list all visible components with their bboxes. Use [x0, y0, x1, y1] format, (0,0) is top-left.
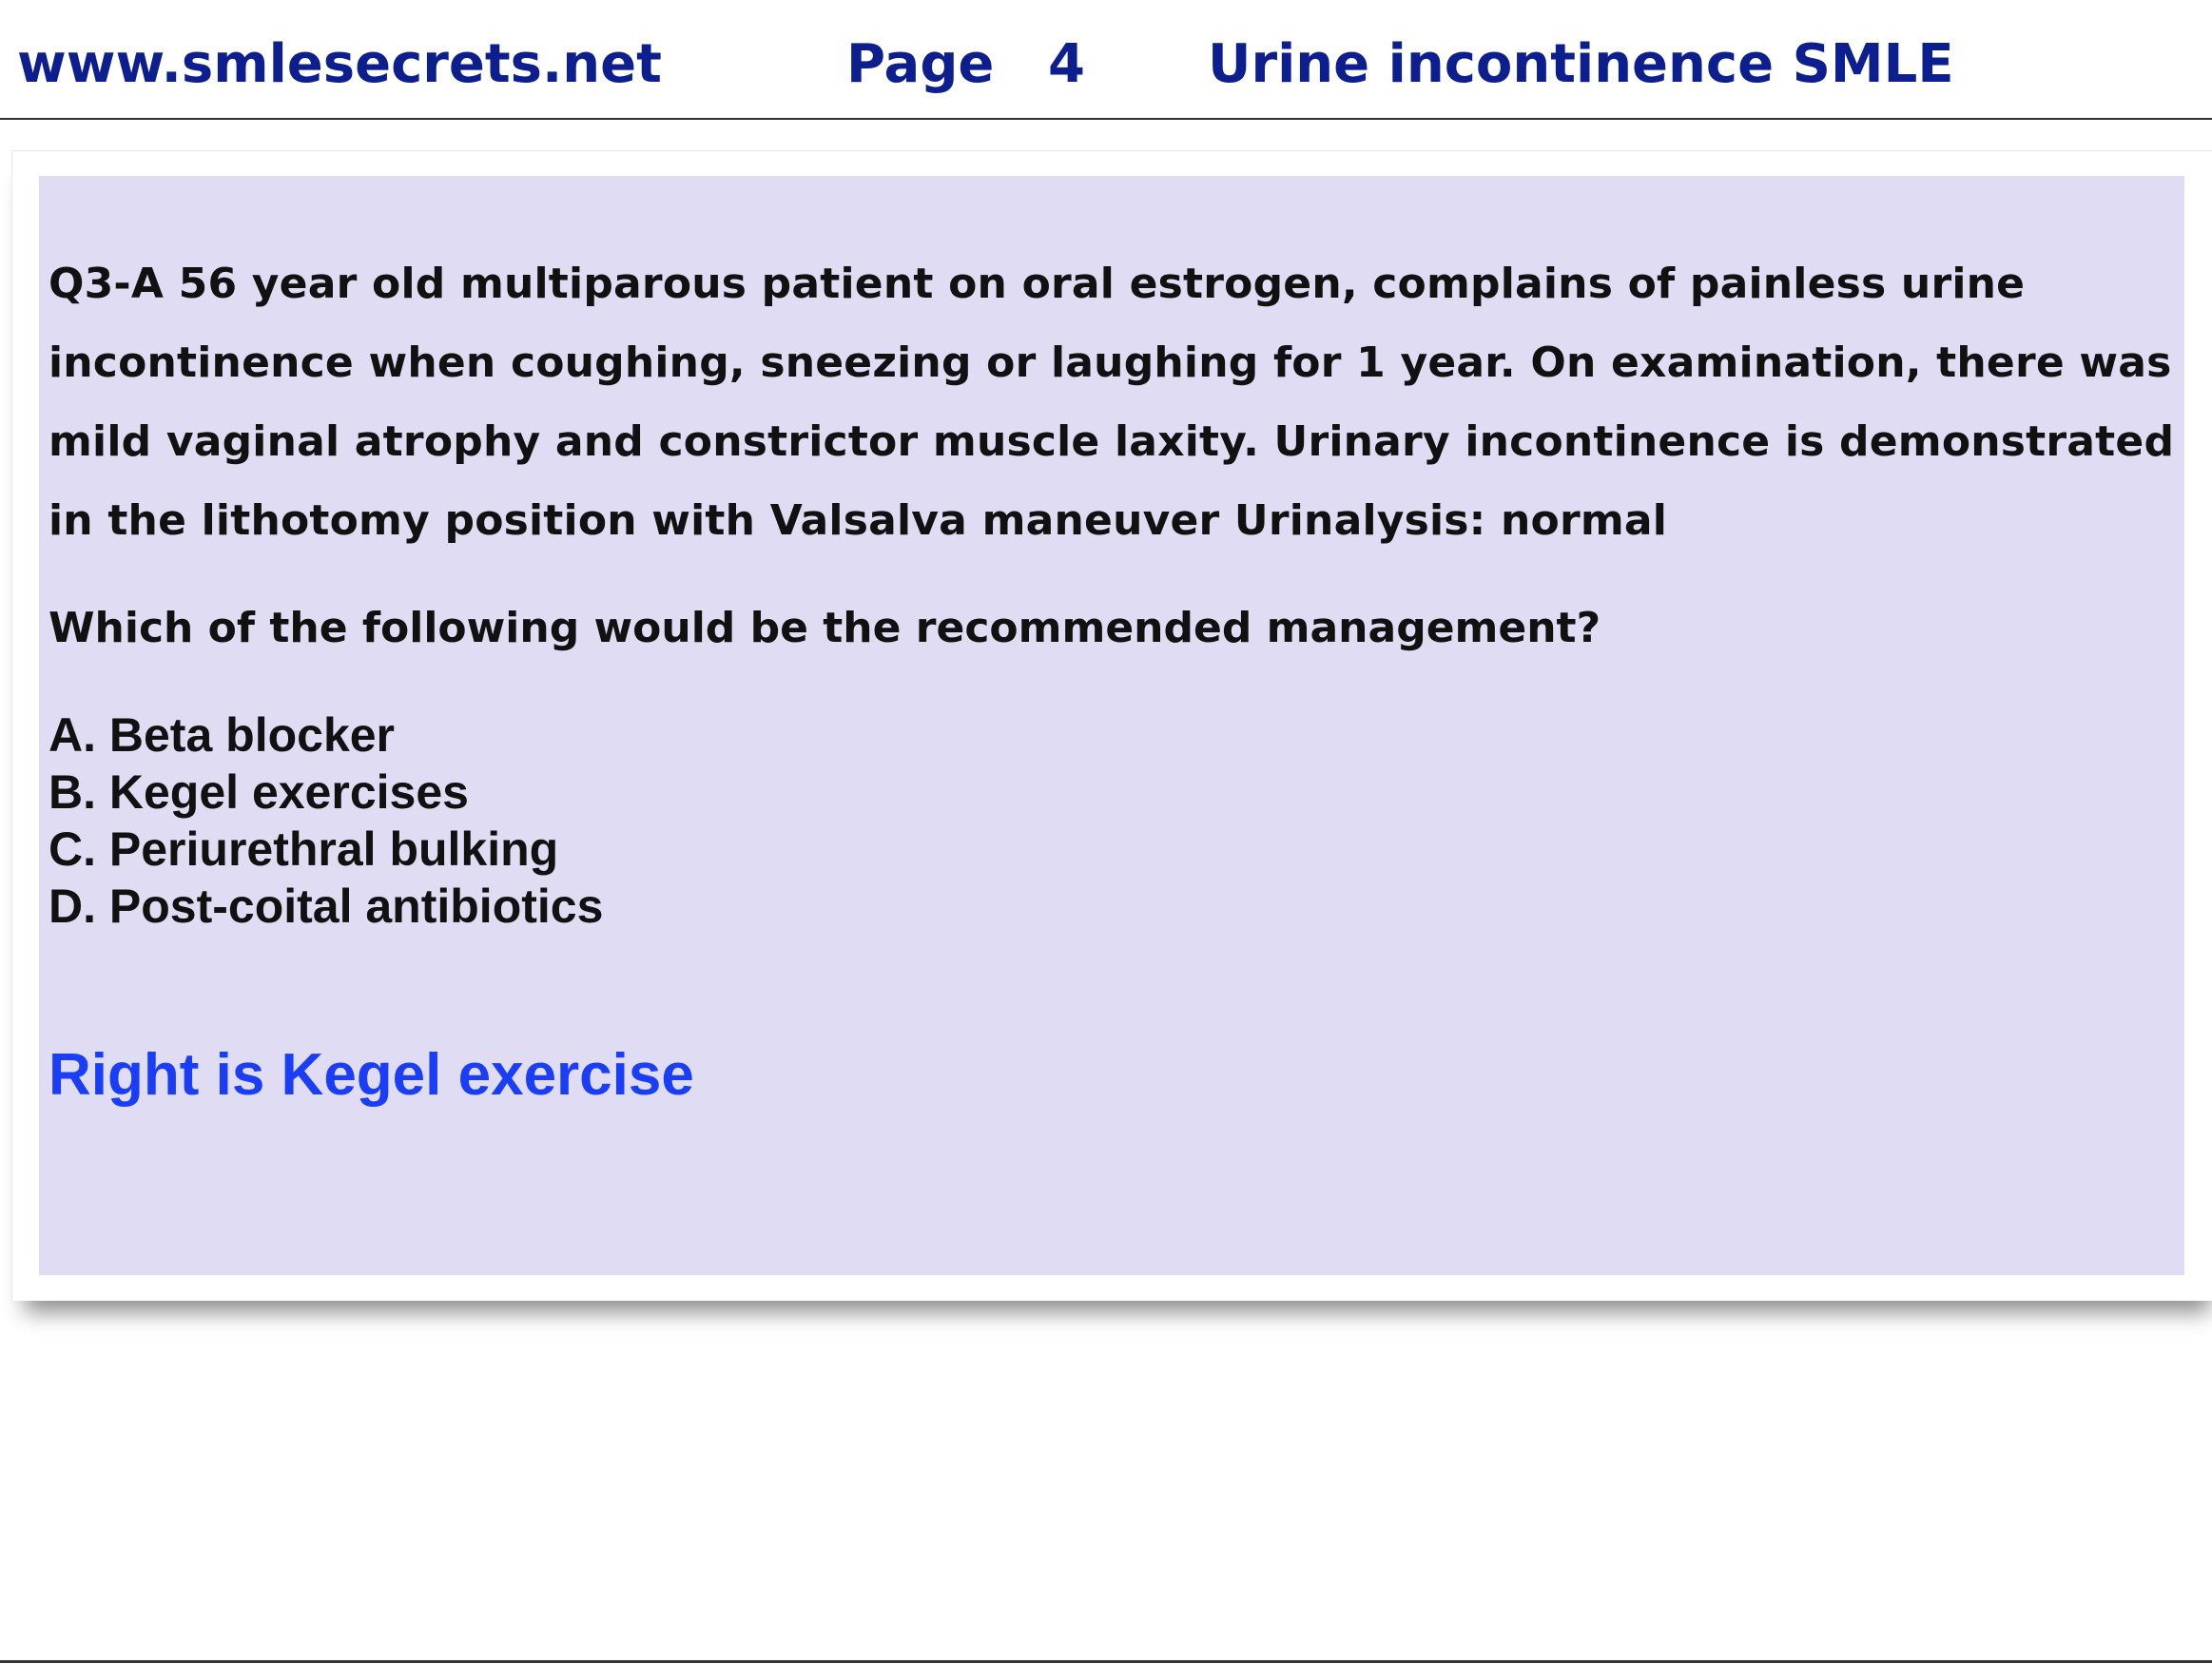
question-card	[11, 150, 2212, 1301]
bottom-divider	[0, 1660, 2212, 1663]
page-number: 4	[1048, 33, 1085, 95]
question-panel	[39, 176, 2184, 1275]
question-prompt: Which of the following would be the recommended management?	[49, 604, 1601, 652]
option-c: C. Periurethral bulking	[49, 822, 559, 876]
page-topic: Urine incontinence SMLE	[1208, 33, 1954, 95]
correct-answer: Right is Kegel exercise	[49, 1042, 694, 1108]
page-header	[0, 0, 2212, 120]
answer-options	[49, 706, 603, 935]
page-label: Page	[846, 33, 995, 95]
option-a: A. Beta blocker	[49, 708, 396, 762]
option-d: D. Post-coital antibiotics	[49, 880, 604, 933]
site-url[interactable]: www.smlesecrets.net	[17, 33, 662, 95]
option-b: B. Kegel exercises	[49, 765, 469, 819]
question-stem: Q3-A 56 year old multiparous patient on oral estrogen, complains of painless urine incontinence when coughing, sneezing or laughing for 1 year. On examination, there was mild vaginal atrophy and constrictor muscle laxity. Urinary incontinence is demonstrated in the lithotomy position with Valsalva maneuver Urinalysis: normal	[49, 260, 2175, 545]
